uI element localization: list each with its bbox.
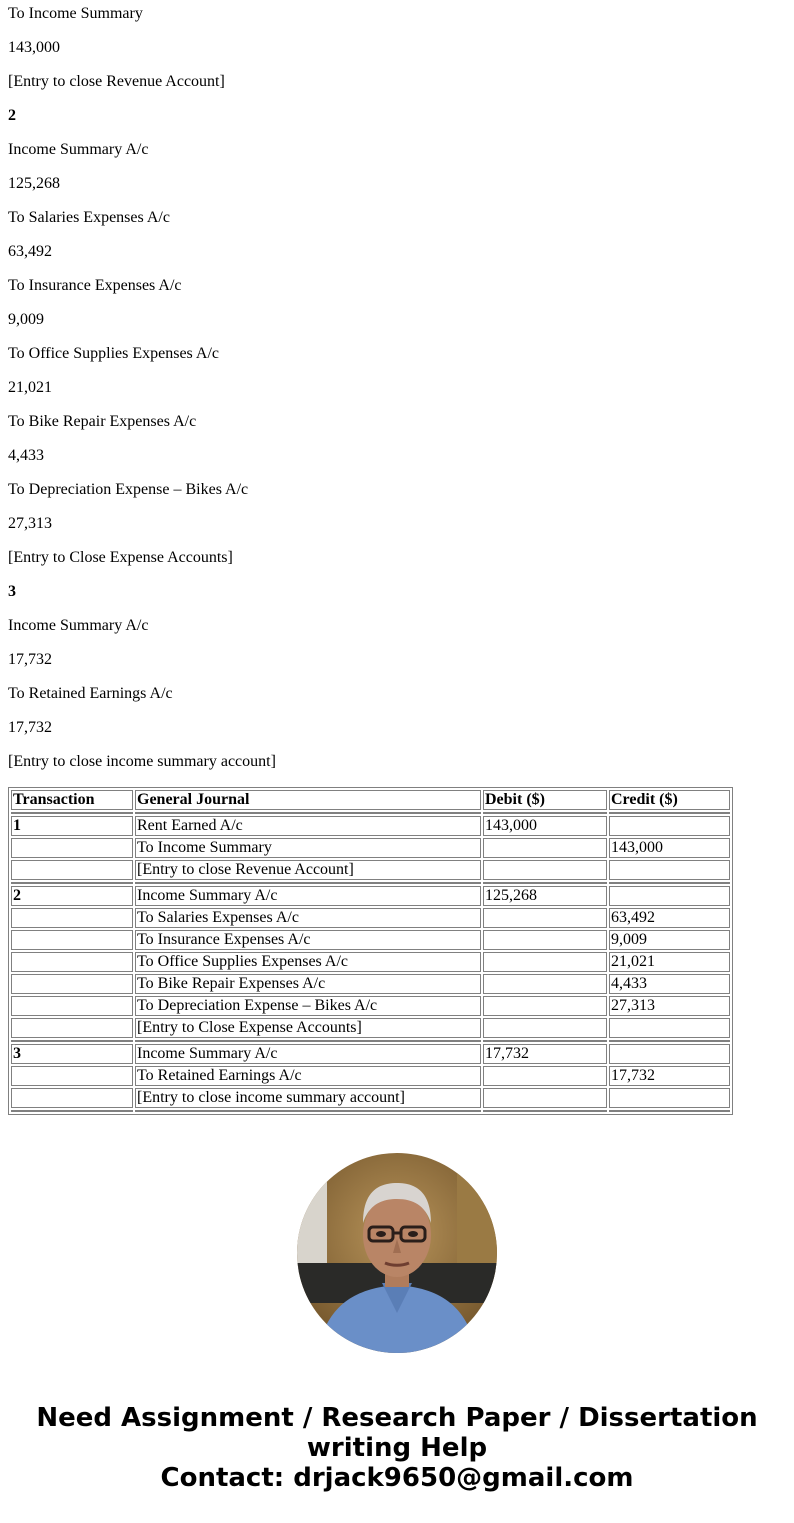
general-journal-cell: Income Summary A/c (135, 886, 481, 906)
credit-cell (609, 1044, 730, 1064)
credit-cell: 27,313 (609, 996, 730, 1016)
header-debit: Debit ($) (483, 790, 607, 810)
debit-cell: 143,000 (483, 816, 607, 836)
transaction-cell (11, 930, 133, 950)
credit-cell: 21,021 (609, 952, 730, 972)
debit-cell: 17,732 (483, 1044, 607, 1064)
journal-paragraph: 17,732 (8, 651, 52, 668)
separator-cell (483, 1110, 607, 1112)
general-journal-cell: Income Summary A/c (135, 1044, 481, 1064)
separator-cell (483, 1040, 607, 1042)
debit-cell (483, 1018, 607, 1038)
general-journal-cell: [Entry to close Revenue Account] (135, 860, 481, 880)
journal-paragraph: Income Summary A/c (8, 141, 149, 158)
transaction-cell (11, 1066, 133, 1086)
header-credit: Credit ($) (609, 790, 730, 810)
debit-cell (483, 952, 607, 972)
journal-paragraph: 9,009 (8, 311, 44, 328)
table-row (11, 838, 730, 858)
journal-paragraph: 125,268 (8, 175, 60, 192)
transaction-cell: 3 (11, 1044, 133, 1064)
journal-paragraph: [Entry to Close Expense Accounts] (8, 549, 233, 566)
separator-cell (609, 882, 730, 884)
separator-cell (11, 1040, 133, 1042)
transaction-cell: 2 (11, 886, 133, 906)
credit-cell: 4,433 (609, 974, 730, 994)
group-separator-row (11, 882, 730, 884)
general-journal-table (8, 787, 733, 1115)
table-row (11, 860, 730, 880)
footer-line-2: writing Help (306, 1433, 488, 1463)
journal-paragraph: 63,492 (8, 243, 52, 260)
journal-paragraph: To Salaries Expenses A/c (8, 209, 170, 226)
footer-contact-line: Contact: drjack9650@gmail.com (160, 1463, 634, 1493)
group-separator-row (11, 812, 730, 814)
general-journal-cell: To Depreciation Expense – Bikes A/c (135, 996, 481, 1016)
author-portrait-image (297, 1153, 497, 1353)
table-body (11, 812, 730, 1112)
table-row (11, 1088, 730, 1108)
separator-cell (609, 1110, 730, 1112)
header-transaction: Transaction (11, 790, 133, 810)
transaction-cell (11, 838, 133, 858)
general-journal-cell: Rent Earned A/c (135, 816, 481, 836)
credit-cell (609, 886, 730, 906)
debit-cell (483, 838, 607, 858)
journal-paragraph: 143,000 (8, 39, 60, 56)
debit-cell (483, 1088, 607, 1108)
debit-cell (483, 860, 607, 880)
general-journal-cell: To Salaries Expenses A/c (135, 908, 481, 928)
header-general-journal: General Journal (135, 790, 481, 810)
author-avatar (297, 1153, 497, 1353)
credit-cell: 9,009 (609, 930, 730, 950)
debit-cell (483, 930, 607, 950)
debit-cell (483, 996, 607, 1016)
table-row (11, 1044, 730, 1064)
transaction-cell (11, 974, 133, 994)
journal-paragraph: Income Summary A/c (8, 617, 149, 634)
credit-cell: 143,000 (609, 838, 730, 858)
separator-cell (483, 882, 607, 884)
table-row (11, 952, 730, 972)
group-separator-row (11, 1110, 730, 1112)
credit-cell: 17,732 (609, 1066, 730, 1086)
footer-line-1: Need Assignment / Research Paper / Dissertation (36, 1403, 758, 1433)
journal-paragraph: 4,433 (8, 447, 44, 464)
transaction-cell (11, 996, 133, 1016)
debit-cell (483, 908, 607, 928)
transaction-cell (11, 1018, 133, 1038)
journal-paragraph: To Depreciation Expense – Bikes A/c (8, 481, 249, 498)
credit-cell (609, 816, 730, 836)
journal-paragraph: To Office Supplies Expenses A/c (8, 345, 219, 362)
journal-paragraph: 17,732 (8, 719, 52, 736)
separator-cell (135, 812, 481, 814)
general-journal-cell: [Entry to close income summary account] (135, 1088, 481, 1108)
credit-cell: 63,492 (609, 908, 730, 928)
table-header-row (11, 790, 730, 810)
general-journal-cell: [Entry to Close Expense Accounts] (135, 1018, 481, 1038)
journal-paragraph: To Bike Repair Expenses A/c (8, 413, 197, 430)
table-row (11, 996, 730, 1016)
separator-cell (11, 812, 133, 814)
separator-cell (11, 882, 133, 884)
table-row (11, 816, 730, 836)
journal-paragraph: 27,313 (8, 515, 52, 532)
journal-paragraph: To Retained Earnings A/c (8, 685, 173, 702)
separator-cell (483, 812, 607, 814)
debit-cell: 125,268 (483, 886, 607, 906)
journal-paragraph: To Insurance Expenses A/c (8, 277, 182, 294)
general-journal-cell: To Income Summary (135, 838, 481, 858)
journal-paragraph: 21,021 (8, 379, 52, 396)
separator-cell (609, 812, 730, 814)
credit-cell (609, 1018, 730, 1038)
table-row (11, 886, 730, 906)
transaction-cell (11, 1088, 133, 1108)
transaction-cell (11, 908, 133, 928)
journal-paragraph: 2 (8, 107, 16, 124)
group-separator-row (11, 1040, 730, 1042)
transaction-cell: 1 (11, 816, 133, 836)
credit-cell (609, 1088, 730, 1108)
separator-cell (609, 1040, 730, 1042)
journal-paragraph: To Income Summary (8, 5, 143, 22)
journal-paragraph: [Entry to close Revenue Account] (8, 73, 225, 90)
transaction-cell (11, 952, 133, 972)
journal-paragraph: 3 (8, 583, 16, 600)
general-journal-cell: To Bike Repair Expenses A/c (135, 974, 481, 994)
separator-cell (135, 882, 481, 884)
footer-contact-banner (0, 1403, 794, 1493)
general-journal-cell: To Insurance Expenses A/c (135, 930, 481, 950)
table-row (11, 930, 730, 950)
general-journal-table-wrapper (8, 787, 733, 1115)
table-row (11, 974, 730, 994)
separator-cell (11, 1110, 133, 1112)
general-journal-cell: To Retained Earnings A/c (135, 1066, 481, 1086)
transaction-cell (11, 860, 133, 880)
table-row (11, 908, 730, 928)
debit-cell (483, 974, 607, 994)
debit-cell (483, 1066, 607, 1086)
table-row (11, 1066, 730, 1086)
separator-cell (135, 1040, 481, 1042)
separator-cell (135, 1110, 481, 1112)
journal-paragraph: [Entry to close income summary account] (8, 753, 276, 770)
credit-cell (609, 860, 730, 880)
general-journal-cell: To Office Supplies Expenses A/c (135, 952, 481, 972)
table-row (11, 1018, 730, 1038)
